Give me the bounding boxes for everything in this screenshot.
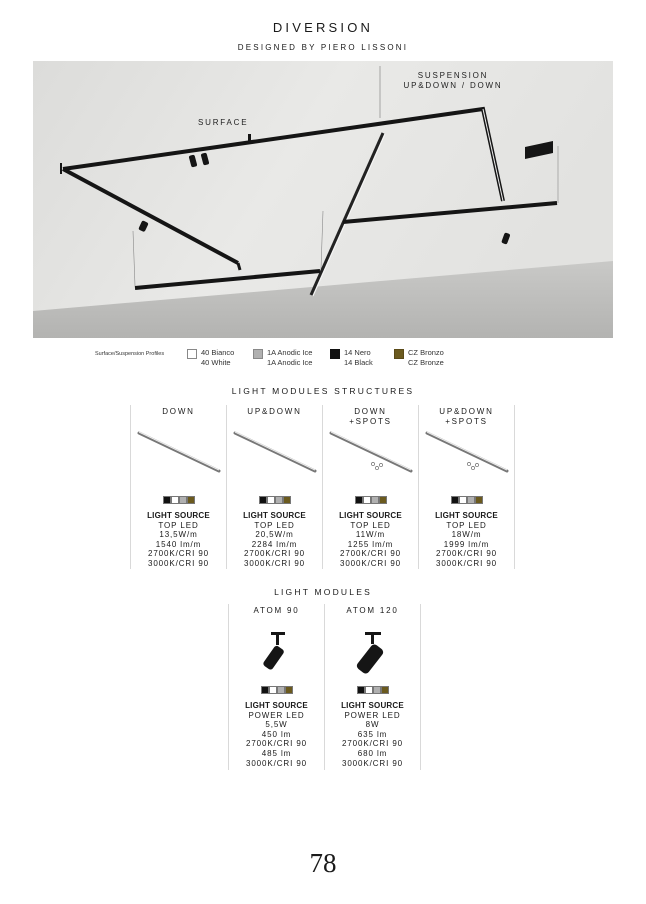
- col-head: ATOM 120: [346, 606, 399, 615]
- swatch-anodic-ice: [253, 349, 263, 359]
- profile-updown-spots-icon: [419, 427, 514, 477]
- spec-block: [131, 511, 226, 569]
- designer-subtitle: DESIGNED BY PIERO LISSONI: [237, 43, 409, 52]
- legend-name: 14 Black: [344, 358, 373, 367]
- spec-block: [323, 511, 418, 569]
- spec-cri: 3000K/CRI 90: [245, 758, 308, 768]
- structure-down: [130, 405, 226, 569]
- swatch-white: [187, 349, 197, 359]
- structure-updown-spots: [418, 405, 515, 569]
- spec-source: LIGHT SOURCE: [245, 701, 308, 710]
- module-atom-120: [324, 604, 421, 770]
- spotlight-atom-90-icon: [229, 628, 324, 678]
- legend-code: 40 Bianco: [201, 348, 235, 357]
- product-scene: [33, 61, 613, 338]
- spec-cri: 3000K/CRI 90: [243, 558, 306, 568]
- spec-cri: 3000K/CRI 90: [339, 558, 402, 568]
- spec-power: 20,5W/m: [255, 530, 294, 540]
- col-head-sub: +SPOTS: [349, 417, 392, 426]
- spec-type: TOP LED: [350, 520, 391, 530]
- structure-down-spots: [322, 405, 418, 569]
- spec-cri: 2700K/CRI 90: [245, 739, 308, 749]
- structures-title: LIGHT MODULES STRUCTURES: [231, 386, 415, 396]
- spec-source: LIGHT SOURCE: [243, 511, 306, 520]
- profile-updown-icon: [227, 427, 322, 477]
- legend-code: 14 Nero: [344, 348, 371, 357]
- structures-grid: [130, 405, 515, 569]
- spec-block: [325, 701, 420, 768]
- spec-cri: 2700K/CRI 90: [147, 549, 210, 559]
- legend-code: 1A Anodic Ice: [267, 348, 313, 357]
- spec-power: 11W/m: [355, 530, 386, 540]
- spec-block: [229, 701, 324, 768]
- spec-flux: 1999 lm/m: [443, 539, 490, 549]
- spec-source: LIGHT SOURCE: [147, 511, 210, 520]
- profile-down-icon: [131, 427, 226, 477]
- col-head: ATOM 90: [253, 606, 300, 615]
- spec-cri: 3000K/CRI 90: [435, 558, 498, 568]
- finish-swatches: [229, 686, 324, 694]
- spec-type: POWER LED: [248, 710, 305, 720]
- label-suspension: [393, 71, 513, 91]
- legend-name: 40 White: [201, 358, 231, 367]
- spec-source: LIGHT SOURCE: [339, 511, 402, 520]
- profile-down-spots-icon: [323, 427, 418, 477]
- finish-swatches: [323, 496, 418, 504]
- spec-block: [227, 511, 322, 569]
- spec-source: LIGHT SOURCE: [341, 701, 404, 710]
- spec-flux: 2284 lm/m: [251, 539, 298, 549]
- spec-type: TOP LED: [158, 520, 199, 530]
- modules-title: LIGHT MODULES: [274, 587, 372, 597]
- spec-power: 8W: [365, 720, 380, 730]
- spec-source: LIGHT SOURCE: [435, 511, 498, 520]
- spec-flux: 1540 lm/m: [155, 539, 202, 549]
- modules-grid: [228, 604, 421, 770]
- spec-type: TOP LED: [446, 520, 487, 530]
- label-surface: SURFACE: [198, 118, 249, 127]
- spec-flux: 485 lm: [261, 748, 292, 758]
- col-head: DOWN: [162, 407, 195, 416]
- spec-flux: 450 lm: [261, 729, 292, 739]
- scene-illustration: [33, 61, 613, 338]
- col-head: DOWN: [354, 407, 387, 416]
- swatch-bronze: [394, 349, 404, 359]
- spec-flux: 635 lm: [357, 729, 388, 739]
- col-head-sub: +SPOTS: [445, 417, 488, 426]
- spec-cri: 2700K/CRI 90: [339, 549, 402, 559]
- page-title: DIVERSION: [272, 20, 374, 35]
- spec-flux: 680 lm: [357, 748, 388, 758]
- spec-type: POWER LED: [344, 710, 401, 720]
- spec-cri: 2700K/CRI 90: [243, 549, 306, 559]
- spec-cri: 3000K/CRI 90: [147, 558, 210, 568]
- label-suspension-line2: UP&DOWN / DOWN: [403, 81, 503, 90]
- finish-swatches: [325, 686, 420, 694]
- spec-cri: 2700K/CRI 90: [435, 549, 498, 559]
- spec-power: 18W/m: [451, 530, 482, 540]
- spotlight-atom-120-icon: [325, 628, 420, 678]
- finish-swatches: [131, 496, 226, 504]
- col-head: UP&DOWN: [439, 407, 494, 416]
- structure-updown: [226, 405, 322, 569]
- legend-name: 1A Anodic Ice: [267, 358, 313, 367]
- module-atom-90: [228, 604, 324, 770]
- finish-swatches: [419, 496, 514, 504]
- swatch-black: [330, 349, 340, 359]
- spec-power: 13,5W/m: [159, 530, 198, 540]
- spec-power: 5,5W: [265, 720, 288, 730]
- col-head: UP&DOWN: [247, 407, 302, 416]
- spec-block: [419, 511, 514, 569]
- spec-cri: 2700K/CRI 90: [341, 739, 404, 749]
- page-number: 78: [309, 848, 337, 878]
- spec-cri: 3000K/CRI 90: [341, 758, 404, 768]
- spec-type: TOP LED: [254, 520, 295, 530]
- legend-name: CZ Bronze: [408, 358, 444, 367]
- legend-code: CZ Bronzo: [408, 348, 444, 357]
- legend-title: Surface/Suspension Profiles: [95, 351, 165, 357]
- spec-flux: 1255 lm/m: [347, 539, 394, 549]
- label-suspension-line1: SUSPENSION: [417, 71, 489, 80]
- finish-swatches: [227, 496, 322, 504]
